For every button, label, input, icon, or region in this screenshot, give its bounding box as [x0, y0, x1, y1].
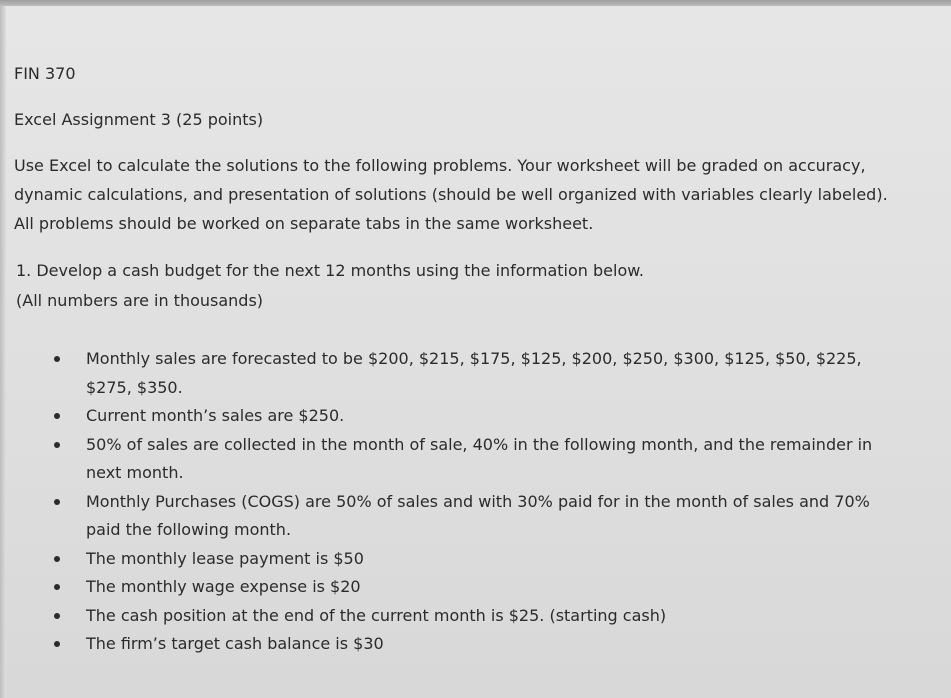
bullet-text: 50% of sales are collected in the month of sale, 40% in the following month, and the remainder in next month.	[86, 434, 873, 482]
bullet-dot	[54, 442, 60, 448]
bullet-item-current-sales	[0, 402, 886, 431]
bullet-item-collections	[0, 431, 886, 488]
bullet-text: The cash position at the end of the current month is $25. (starting cash)	[86, 605, 667, 625]
bullet-item-monthly-sales	[0, 345, 886, 402]
bullet-dot	[54, 584, 60, 590]
bullet-dot	[54, 413, 60, 419]
problem-1-note: (All numbers are in thousands)	[16, 291, 264, 310]
assignment-heading: Excel Assignment 3 (25 points)	[14, 110, 264, 129]
bullet-item-target-cash	[0, 630, 886, 659]
bullet-dot	[54, 613, 60, 619]
bullet-text: The firm’s target cash balance is $30	[86, 634, 384, 653]
problem-1-bullet-list	[0, 345, 951, 659]
bullet-dot	[54, 641, 60, 647]
bullet-text: Current month’s sales are $250.	[86, 406, 345, 425]
problem-1-title: 1. Develop a cash budget for the next 12 months using the information below.	[16, 261, 644, 280]
bullet-text: The monthly wage expense is $20	[86, 577, 361, 596]
document-page	[0, 6, 951, 698]
bullet-item-lease	[0, 545, 886, 574]
bullet-item-wages	[0, 573, 886, 602]
bullet-dot	[54, 356, 60, 362]
bullet-item-starting-cash	[0, 602, 886, 631]
bullet-text: The monthly lease payment is $50	[86, 548, 364, 568]
bullet-dot	[54, 499, 60, 505]
bullet-text: Monthly Purchases (COGS) are 50% of sales and with 30% paid for in the month of sales and 70% paid the following month.	[86, 491, 870, 539]
course-heading: FIN 370	[14, 64, 76, 83]
bullet-item-purchases	[0, 488, 886, 545]
bullet-text: Monthly sales are forecasted to be $200, $215, $175, $125, $200, $250, $300, $125, $50, $225, $275, $350.	[86, 349, 862, 397]
intro-paragraph: Use Excel to calculate the solutions to the following problems. Your worksheet will be graded on accuracy, dynamic calculations, and presentation of solutions (should be well organized with variables clearly labeled). All problems should be worked on separate tabs in the same worksheet.	[14, 156, 888, 233]
bullet-dot	[54, 556, 60, 562]
